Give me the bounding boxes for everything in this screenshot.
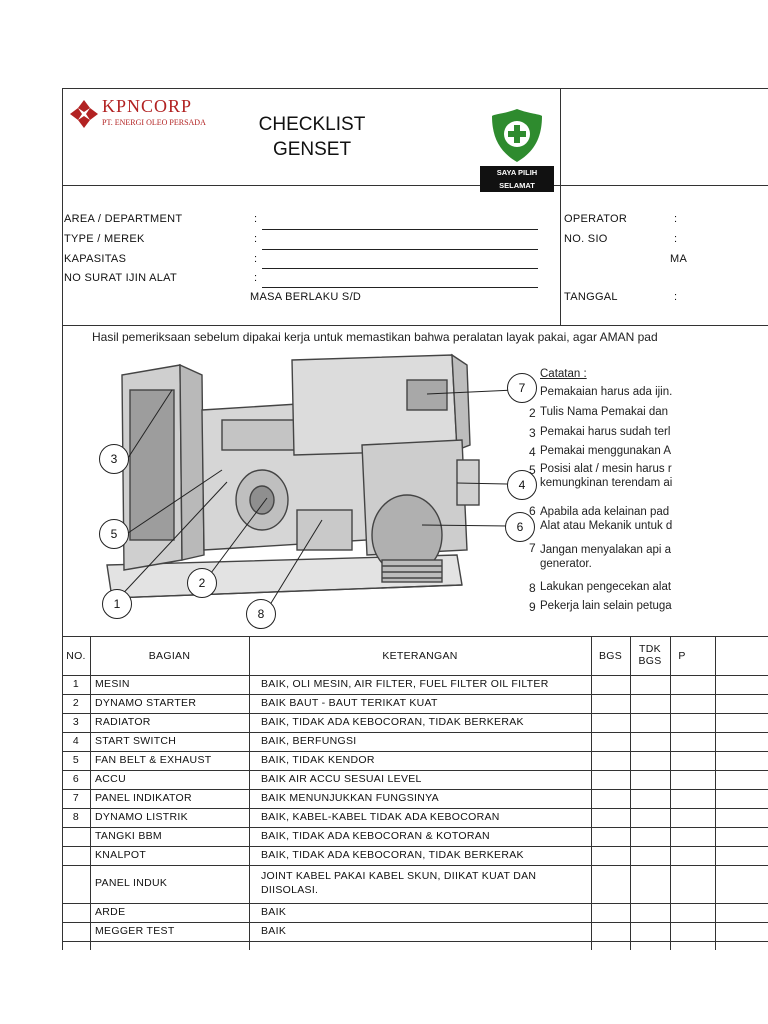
check-cell-tdk-bgs[interactable] — [631, 846, 670, 865]
safety-badge — [480, 106, 554, 190]
check-cell-bgs[interactable] — [592, 675, 630, 694]
note-6b: Alat atau Mekanik untuk d — [540, 520, 673, 532]
check-cell-bgs[interactable] — [592, 903, 630, 922]
field-type-input[interactable] — [262, 249, 538, 250]
check-cell-bgs[interactable] — [592, 770, 630, 789]
intro-text: Hasil pemeriksaan sebelum dipakai kerja untuk memastikan bahwa peralatan layak pakai, agar AMAN pad — [92, 330, 658, 344]
shield-icon — [480, 106, 554, 166]
note-num: 3 — [529, 426, 536, 440]
field-sep: : — [674, 213, 678, 225]
company-subtitle: PT. ENERGI OLEO PERSADA — [102, 118, 206, 127]
check-cell-tdk-bgs[interactable] — [631, 694, 670, 713]
field-ma-label: MA — [670, 253, 688, 265]
note-6: Apabila ada kelainan pad — [540, 506, 670, 518]
field-surat-label: NO SURAT IJIN ALAT — [64, 272, 177, 284]
check-cell-p[interactable] — [671, 732, 715, 751]
check-cell-p[interactable] — [671, 675, 715, 694]
cell-keterangan: BAIK, TIDAK ADA KEBOCORAN, TIDAK BERKERAK — [261, 715, 524, 728]
check-cell-tdk-bgs[interactable] — [631, 808, 670, 827]
field-kapasitas-label: KAPASITAS — [64, 253, 127, 265]
checklist-sheet — [62, 88, 768, 950]
note-7b: generator. — [540, 558, 592, 570]
cell-bagian: START SWITCH — [95, 734, 177, 747]
cell-keterangan: BAIK BAUT - BAUT TERIKAT KUAT — [261, 696, 438, 709]
note-num: 7 — [529, 541, 536, 555]
table-row — [62, 865, 768, 903]
check-cell-tdk-bgs[interactable] — [631, 732, 670, 751]
table-row — [62, 922, 768, 941]
field-surat-input[interactable] — [262, 287, 538, 288]
notes-title: Catatan : — [540, 368, 587, 380]
check-cell-tdk-bgs[interactable] — [631, 713, 670, 732]
check-cell-bgs[interactable] — [592, 865, 630, 903]
note-num: 6 — [529, 504, 536, 518]
note-num: 4 — [529, 445, 536, 459]
check-cell-p[interactable] — [671, 846, 715, 865]
cell-no: 5 — [72, 753, 80, 766]
check-cell-tdk-bgs[interactable] — [631, 751, 670, 770]
frame-top — [62, 88, 768, 89]
cell-keterangan: BAIK, OLI MESIN, AIR FILTER, FUEL FILTER OIL FILTER — [261, 677, 549, 690]
table-row — [62, 770, 768, 789]
field-sep: : — [254, 272, 258, 284]
check-cell-bgs[interactable] — [592, 808, 630, 827]
cell-keterangan-2: DIISOLASI. — [261, 884, 319, 896]
cell-bagian: DYNAMO LISTRIK — [95, 810, 188, 823]
check-cell-p[interactable] — [671, 751, 715, 770]
title-line-2: GENSET — [272, 139, 352, 160]
check-cell-tdk-bgs[interactable] — [631, 770, 670, 789]
check-cell-bgs[interactable] — [592, 694, 630, 713]
callout-3: 3 — [99, 444, 129, 474]
field-sep: : — [674, 291, 678, 303]
note-num: 9 — [529, 600, 536, 614]
cell-no: 1 — [72, 677, 80, 690]
note-9: Pekerja lain selain petuga — [540, 600, 672, 612]
cell-keterangan: BAIK, TIDAK KENDOR — [261, 753, 375, 766]
note-4: Pemakai menggunakan A — [540, 445, 672, 457]
cell-no: 6 — [72, 772, 80, 785]
cell-bagian: PANEL INDIKATOR — [95, 791, 192, 804]
col-header-no: NO. — [66, 650, 86, 662]
note-8: Lakukan pengecekan alat — [540, 581, 672, 593]
table-row — [62, 675, 768, 694]
cell-bagian: DYNAMO STARTER — [95, 696, 197, 709]
check-cell-p[interactable] — [671, 865, 715, 903]
callout-7: 7 — [507, 373, 537, 403]
table-row — [62, 808, 768, 827]
fields-bottom — [62, 325, 768, 326]
note-1: Pemakaian harus ada ijin. — [540, 386, 673, 398]
col-header-bagian: BAGIAN — [148, 650, 191, 662]
check-cell-bgs[interactable] — [592, 732, 630, 751]
check-cell-bgs[interactable] — [592, 713, 630, 732]
field-operator-label: OPERATOR — [564, 213, 628, 225]
checklist-table — [62, 636, 768, 950]
cell-keterangan: BAIK AIR ACCU SESUAI LEVEL — [261, 772, 422, 785]
check-cell-p[interactable] — [671, 789, 715, 808]
cell-bagian: KNALPOT — [95, 848, 147, 861]
note-num: 8 — [529, 581, 536, 595]
check-cell-p[interactable] — [671, 694, 715, 713]
table-row — [62, 846, 768, 865]
cell-keterangan: BAIK, TIDAK ADA KEBOCORAN & KOTORAN — [261, 829, 490, 842]
callout-8: 8 — [246, 599, 276, 629]
cell-no: 8 — [72, 810, 80, 823]
table-row — [62, 732, 768, 751]
check-cell-p[interactable] — [671, 808, 715, 827]
check-cell-p[interactable] — [671, 713, 715, 732]
cell-keterangan: BAIK — [261, 905, 287, 918]
cell-keterangan: BAIK, TIDAK ADA KEBOCORAN, TIDAK BERKERAK — [261, 848, 524, 861]
note-2: Tulis Nama Pemakai dan — [540, 406, 669, 418]
cell-bagian: ARDE — [95, 905, 126, 918]
check-cell-bgs[interactable] — [592, 789, 630, 808]
col-header-tdk-bgs-2: BGS — [638, 655, 662, 667]
check-cell-tdk-bgs[interactable] — [631, 922, 670, 941]
company-name: KPNCORP — [102, 96, 193, 116]
col-header-bgs: BGS — [598, 650, 623, 662]
cell-keterangan: JOINT KABEL PAKAI KABEL SKUN, DIIKAT KUAT DAN — [261, 870, 537, 882]
field-type-label: TYPE / MEREK — [64, 233, 145, 245]
masa-berlaku-label: MASA BERLAKU S/D — [250, 291, 362, 303]
cell-no: 7 — [72, 791, 80, 804]
col-header-tdk-bgs — [630, 643, 670, 667]
col-header-tdk: TDK — [639, 643, 661, 655]
header-bottom — [62, 185, 768, 186]
col-header-p: P — [678, 650, 686, 662]
badge-text: SAYA PILIH SELAMAT — [480, 166, 554, 192]
note-3: Pemakai harus sudah terl — [540, 426, 671, 438]
cell-bagian: ACCU — [95, 772, 126, 785]
cell-keterangan: BAIK — [261, 924, 287, 937]
cell-bagian: PANEL INDUK — [95, 877, 168, 889]
field-kapasitas-input[interactable] — [262, 268, 538, 269]
table-row — [62, 751, 768, 770]
check-cell-tdk-bgs[interactable] — [631, 827, 670, 846]
kpn-logo-icon — [68, 98, 100, 130]
table-row — [62, 903, 768, 922]
field-area-input[interactable] — [262, 229, 538, 230]
cell-bagian: TANGKI BBM — [95, 829, 162, 842]
check-cell-bgs[interactable] — [592, 846, 630, 865]
check-cell-p[interactable] — [671, 903, 715, 922]
cell-bagian: FAN BELT & EXHAUST — [95, 753, 212, 766]
field-sep: : — [254, 213, 258, 225]
field-sep: : — [254, 233, 258, 245]
callout-4: 4 — [507, 470, 537, 500]
note-5b: kemungkinan terendam ai — [540, 477, 673, 489]
field-tanggal-label: TANGGAL — [564, 291, 618, 303]
cell-no: 2 — [72, 696, 80, 709]
genset-illustration — [62, 350, 532, 630]
check-cell-p[interactable] — [671, 922, 715, 941]
table-row — [62, 827, 768, 846]
check-cell-p[interactable] — [671, 827, 715, 846]
callout-6: 6 — [505, 512, 535, 542]
cell-bagian: MEGGER TEST — [95, 924, 175, 937]
check-cell-tdk-bgs[interactable] — [631, 865, 670, 903]
callout-2: 2 — [187, 568, 217, 598]
title-line-1: CHECKLIST — [258, 114, 366, 135]
table-row — [62, 694, 768, 713]
check-cell-tdk-bgs[interactable] — [631, 903, 670, 922]
check-cell-p[interactable] — [671, 770, 715, 789]
check-cell-bgs[interactable] — [592, 922, 630, 941]
cell-bagian: RADIATOR — [95, 715, 151, 728]
cell-no: 3 — [72, 715, 80, 728]
field-sio-label: NO. SIO — [564, 233, 608, 245]
field-area-label: AREA / DEPARTMENT — [64, 213, 183, 225]
check-cell-tdk-bgs[interactable] — [631, 675, 670, 694]
note-num: 5 — [529, 463, 536, 477]
table-row — [62, 789, 768, 808]
check-cell-tdk-bgs[interactable] — [631, 789, 670, 808]
header-divider — [560, 88, 561, 325]
page-title — [257, 112, 367, 162]
field-sep: : — [254, 253, 258, 265]
note-7: Jangan menyalakan api a — [540, 544, 672, 556]
cell-no: 4 — [72, 734, 80, 747]
col-header-keterangan: KETERANGAN — [382, 650, 458, 662]
cell-keterangan: BAIK MENUNJUKKAN FUNGSINYA — [261, 791, 439, 804]
cell-keterangan: BAIK, BERFUNGSI — [261, 734, 357, 747]
note-num: 2 — [529, 406, 536, 420]
check-cell-bgs[interactable] — [592, 751, 630, 770]
callout-5: 5 — [99, 519, 129, 549]
callout-1: 1 — [102, 589, 132, 619]
field-sep: : — [674, 233, 678, 245]
cell-keterangan: BAIK, KABEL-KABEL TIDAK ADA KEBOCORAN — [261, 810, 500, 823]
cell-bagian: MESIN — [95, 677, 130, 690]
note-5: Posisi alat / mesin harus r — [540, 463, 672, 475]
check-cell-bgs[interactable] — [592, 827, 630, 846]
table-row — [62, 713, 768, 732]
